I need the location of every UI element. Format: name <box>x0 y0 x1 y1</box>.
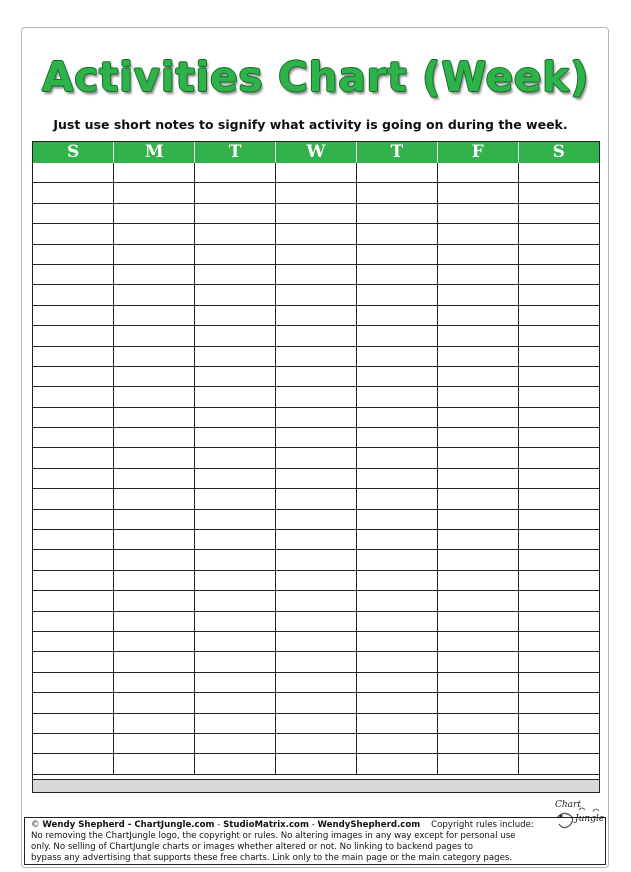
activity-cell[interactable] <box>195 224 276 244</box>
activity-table <box>33 142 599 775</box>
activity-cell[interactable] <box>33 591 114 611</box>
activity-cell[interactable] <box>518 407 599 427</box>
activity-cell[interactable] <box>437 305 518 325</box>
activity-cell[interactable] <box>518 244 599 264</box>
activity-cell[interactable] <box>356 366 437 386</box>
table-row <box>33 326 599 346</box>
activity-cell[interactable] <box>356 672 437 692</box>
activity-cell[interactable] <box>356 346 437 366</box>
activity-cell[interactable] <box>518 672 599 692</box>
activity-cell[interactable] <box>195 468 276 488</box>
activity-cell[interactable] <box>356 489 437 509</box>
activity-cell[interactable] <box>437 366 518 386</box>
footer-separator: - <box>214 820 224 830</box>
activity-cell[interactable] <box>33 183 114 203</box>
activity-cell[interactable] <box>33 693 114 713</box>
activity-cell[interactable] <box>276 448 357 468</box>
activity-cell[interactable] <box>518 183 599 203</box>
table-row <box>33 203 599 223</box>
activity-cell[interactable] <box>437 509 518 529</box>
activity-cell[interactable] <box>114 264 195 284</box>
activity-cell[interactable] <box>437 244 518 264</box>
copyright-symbol: © <box>31 820 40 830</box>
activity-cell[interactable] <box>195 448 276 468</box>
activity-cell[interactable] <box>195 326 276 346</box>
table-row <box>33 550 599 570</box>
activity-cell[interactable] <box>114 224 195 244</box>
activity-cell[interactable] <box>276 285 357 305</box>
activity-cell[interactable] <box>276 591 357 611</box>
activity-cell[interactable] <box>437 448 518 468</box>
activity-cell[interactable] <box>437 224 518 244</box>
activity-cell[interactable] <box>356 570 437 590</box>
activity-cell[interactable] <box>114 163 195 183</box>
activity-cell[interactable] <box>276 713 357 733</box>
activity-cell[interactable] <box>276 163 357 183</box>
activity-cell[interactable] <box>195 305 276 325</box>
activity-cell[interactable] <box>276 631 357 651</box>
footer-site: WendyShepherd.com <box>317 820 421 830</box>
activity-cell[interactable] <box>114 713 195 733</box>
activity-cell[interactable] <box>195 428 276 448</box>
footer-line-2: No removing the ChartJungle logo, the copyright or rules. No altering images in any way except for personal use <box>31 831 516 841</box>
table-row <box>33 428 599 448</box>
activity-cell[interactable] <box>356 631 437 651</box>
activity-cell[interactable] <box>195 346 276 366</box>
activity-cell[interactable] <box>518 611 599 631</box>
activity-cell[interactable] <box>33 631 114 651</box>
activity-cell[interactable] <box>195 285 276 305</box>
activity-cell[interactable] <box>33 468 114 488</box>
activity-cell[interactable] <box>437 652 518 672</box>
activity-cell[interactable] <box>276 428 357 448</box>
activity-cell[interactable] <box>276 652 357 672</box>
table-row <box>33 346 599 366</box>
activity-cell[interactable] <box>437 163 518 183</box>
activity-cell[interactable] <box>33 244 114 264</box>
activity-cell[interactable] <box>33 163 114 183</box>
activity-cell[interactable] <box>33 733 114 753</box>
table-row <box>33 407 599 427</box>
activity-cell[interactable] <box>356 428 437 448</box>
activity-cell[interactable] <box>518 285 599 305</box>
activity-cell[interactable] <box>33 285 114 305</box>
activity-cell[interactable] <box>195 366 276 386</box>
activity-cell[interactable] <box>195 652 276 672</box>
activity-cell[interactable] <box>518 733 599 753</box>
activity-cell[interactable] <box>114 591 195 611</box>
table-row <box>33 468 599 488</box>
activity-cell[interactable] <box>437 672 518 692</box>
activity-cell[interactable] <box>195 509 276 529</box>
activity-cell[interactable] <box>33 428 114 448</box>
activity-cell[interactable] <box>276 754 357 774</box>
activity-cell[interactable] <box>276 203 357 223</box>
day-header-row <box>33 142 599 163</box>
activity-cell[interactable] <box>356 407 437 427</box>
activity-cell[interactable] <box>518 754 599 774</box>
activity-cell[interactable] <box>437 713 518 733</box>
day-header-wednesday: W <box>276 142 357 163</box>
activity-cell[interactable] <box>195 244 276 264</box>
activity-cell[interactable] <box>276 530 357 550</box>
activity-cell[interactable] <box>518 591 599 611</box>
activity-cell[interactable] <box>114 407 195 427</box>
activity-cell[interactable] <box>276 244 357 264</box>
activity-cell[interactable] <box>114 366 195 386</box>
activity-cell[interactable] <box>437 550 518 570</box>
activity-cell[interactable] <box>276 570 357 590</box>
activity-cell[interactable] <box>33 264 114 284</box>
activity-cell[interactable] <box>195 713 276 733</box>
activity-cell[interactable] <box>195 693 276 713</box>
day-header-friday: F <box>437 142 518 163</box>
activity-cell[interactable] <box>114 326 195 346</box>
activity-cell[interactable] <box>195 591 276 611</box>
logo-text-chart: Chart <box>555 800 581 810</box>
activity-cell[interactable] <box>437 346 518 366</box>
activity-cell[interactable] <box>276 672 357 692</box>
activity-cell[interactable] <box>114 509 195 529</box>
activity-cell[interactable] <box>33 203 114 223</box>
activity-cell[interactable] <box>195 672 276 692</box>
activity-cell[interactable] <box>437 183 518 203</box>
activity-cell[interactable] <box>276 509 357 529</box>
activity-cell[interactable] <box>437 693 518 713</box>
activity-cell[interactable] <box>276 183 357 203</box>
table-row <box>33 509 599 529</box>
activity-cell[interactable] <box>518 346 599 366</box>
activity-cell[interactable] <box>356 203 437 223</box>
activity-cell[interactable] <box>195 754 276 774</box>
activity-cell[interactable] <box>195 530 276 550</box>
activity-cell[interactable] <box>437 570 518 590</box>
table-row <box>33 448 599 468</box>
activity-cell[interactable] <box>33 326 114 346</box>
activity-cell[interactable] <box>276 326 357 346</box>
day-header-tuesday: T <box>195 142 276 163</box>
activity-cell[interactable] <box>114 631 195 651</box>
footer-rules-intro: Copyright rules include: <box>431 820 534 830</box>
footer-line-3: only. No selling of ChartJungle charts or images whether altered or not. No linking to backend pages to <box>31 842 474 852</box>
day-header-monday: M <box>114 142 195 163</box>
table-row <box>33 652 599 672</box>
activity-cell[interactable] <box>356 754 437 774</box>
table-row <box>33 489 599 509</box>
activity-cell[interactable] <box>518 570 599 590</box>
activity-cell[interactable] <box>195 570 276 590</box>
activity-cell[interactable] <box>33 713 114 733</box>
activity-cell[interactable] <box>33 652 114 672</box>
activity-cell[interactable] <box>276 407 357 427</box>
table-row <box>33 591 599 611</box>
activity-cell[interactable] <box>114 672 195 692</box>
activity-cell[interactable] <box>356 285 437 305</box>
activity-cell[interactable] <box>33 530 114 550</box>
activity-cell[interactable] <box>33 366 114 386</box>
activity-cell[interactable] <box>114 754 195 774</box>
activity-cell[interactable] <box>518 530 599 550</box>
activity-cell[interactable] <box>114 468 195 488</box>
activity-cell[interactable] <box>518 631 599 651</box>
activity-cell[interactable] <box>33 550 114 570</box>
activity-cell[interactable] <box>33 509 114 529</box>
activity-cell[interactable] <box>33 489 114 509</box>
activity-cell[interactable] <box>356 264 437 284</box>
activity-cell[interactable] <box>114 489 195 509</box>
footer-separator: - <box>308 820 318 830</box>
activity-cell[interactable] <box>33 407 114 427</box>
activity-cell[interactable] <box>356 326 437 346</box>
day-header-saturday: S <box>518 142 599 163</box>
activity-cell[interactable] <box>356 611 437 631</box>
activity-cell[interactable] <box>437 468 518 488</box>
activity-cell[interactable] <box>437 754 518 774</box>
activity-cell[interactable] <box>356 468 437 488</box>
day-header-thursday: T <box>356 142 437 163</box>
activity-cell[interactable] <box>437 530 518 550</box>
activity-cell[interactable] <box>276 489 357 509</box>
activity-cell[interactable] <box>437 591 518 611</box>
table-row <box>33 224 599 244</box>
table-row <box>33 713 599 733</box>
page-title: Activities Chart (Week) <box>41 53 590 101</box>
activity-cell[interactable] <box>276 366 357 386</box>
activity-cell[interactable] <box>114 530 195 550</box>
activity-cell[interactable] <box>356 693 437 713</box>
activity-cell[interactable] <box>518 550 599 570</box>
activity-cell[interactable] <box>195 733 276 753</box>
activity-cell[interactable] <box>437 631 518 651</box>
activity-cell[interactable] <box>518 428 599 448</box>
activity-cell[interactable] <box>518 305 599 325</box>
activity-cell[interactable] <box>518 489 599 509</box>
footer-author: Wendy Shepherd - ChartJungle.com <box>42 820 215 830</box>
activity-cell[interactable] <box>356 163 437 183</box>
table-row <box>33 163 599 183</box>
activity-cell[interactable] <box>518 163 599 183</box>
activity-cell[interactable] <box>195 489 276 509</box>
activity-cell[interactable] <box>356 733 437 753</box>
activity-cell[interactable] <box>195 407 276 427</box>
table-row <box>33 611 599 631</box>
activity-cell[interactable] <box>195 163 276 183</box>
activity-cell[interactable] <box>356 244 437 264</box>
activity-cell[interactable] <box>33 611 114 631</box>
activity-cell[interactable] <box>437 387 518 407</box>
activity-cell[interactable] <box>114 285 195 305</box>
table-row <box>33 183 599 203</box>
activity-cell[interactable] <box>114 183 195 203</box>
activity-cell[interactable] <box>437 428 518 448</box>
activity-cell[interactable] <box>518 387 599 407</box>
activity-cell[interactable] <box>518 468 599 488</box>
activity-cell[interactable] <box>114 570 195 590</box>
activity-cell[interactable] <box>195 611 276 631</box>
activity-cell[interactable] <box>114 733 195 753</box>
activity-cell[interactable] <box>437 611 518 631</box>
activity-cell[interactable] <box>437 407 518 427</box>
activity-cell[interactable] <box>276 346 357 366</box>
table-row <box>33 693 599 713</box>
table-row <box>33 530 599 550</box>
activity-cell[interactable] <box>356 530 437 550</box>
copyright-footer <box>24 817 606 865</box>
table-row <box>33 264 599 284</box>
activity-cell[interactable] <box>114 203 195 223</box>
activity-cell[interactable] <box>356 448 437 468</box>
activity-cell[interactable] <box>356 550 437 570</box>
activity-cell[interactable] <box>276 264 357 284</box>
footer-studio: StudioMatrix.com <box>223 820 309 830</box>
activity-cell[interactable] <box>518 326 599 346</box>
table-row <box>33 305 599 325</box>
activity-cell[interactable] <box>114 244 195 264</box>
activity-cell[interactable] <box>276 550 357 570</box>
table-row <box>33 285 599 305</box>
activity-cell[interactable] <box>356 183 437 203</box>
activity-cell[interactable] <box>437 285 518 305</box>
activity-cell[interactable] <box>276 693 357 713</box>
activity-cell[interactable] <box>518 713 599 733</box>
activity-cell[interactable] <box>518 264 599 284</box>
bottom-grey-bar <box>33 779 599 792</box>
page-subtitle: Just use short notes to signify what activity is going on during the week. <box>53 117 568 132</box>
activity-cell[interactable] <box>518 509 599 529</box>
table-row <box>33 366 599 386</box>
activity-cell[interactable] <box>356 652 437 672</box>
footer-line-4: bypass any advertising that supports these free charts. Link only to the main page or the main category pages. <box>31 853 513 863</box>
activity-cell[interactable] <box>437 489 518 509</box>
logo-text-jungle: Jungle <box>575 814 605 824</box>
activity-cell[interactable] <box>276 733 357 753</box>
activity-cell[interactable] <box>195 183 276 203</box>
activity-cell[interactable] <box>437 326 518 346</box>
activity-cell[interactable] <box>195 203 276 223</box>
activity-cell[interactable] <box>114 387 195 407</box>
weekly-activity-grid <box>32 141 600 793</box>
activity-cell[interactable] <box>437 264 518 284</box>
activity-cell[interactable] <box>195 264 276 284</box>
activity-cell[interactable] <box>114 652 195 672</box>
activity-cell[interactable] <box>195 550 276 570</box>
activity-cell[interactable] <box>518 224 599 244</box>
activity-cell[interactable] <box>276 224 357 244</box>
table-row <box>33 631 599 651</box>
activity-cell[interactable] <box>195 387 276 407</box>
activity-cell[interactable] <box>276 387 357 407</box>
activity-cell[interactable] <box>33 448 114 468</box>
table-row <box>33 244 599 264</box>
activity-cell[interactable] <box>114 428 195 448</box>
activity-cell[interactable] <box>33 346 114 366</box>
activity-cell[interactable] <box>518 366 599 386</box>
activity-cell[interactable] <box>518 652 599 672</box>
activity-cell[interactable] <box>33 305 114 325</box>
activity-cell[interactable] <box>195 631 276 651</box>
activity-cell[interactable] <box>356 713 437 733</box>
activity-cell[interactable] <box>114 693 195 713</box>
activity-cell[interactable] <box>33 570 114 590</box>
activity-cell[interactable] <box>33 387 114 407</box>
table-row <box>33 570 599 590</box>
activity-cell[interactable] <box>518 203 599 223</box>
activity-cell[interactable] <box>437 733 518 753</box>
activity-cell[interactable] <box>437 203 518 223</box>
activity-cell[interactable] <box>518 448 599 468</box>
table-row <box>33 754 599 774</box>
table-row <box>33 387 599 407</box>
activity-cell[interactable] <box>276 305 357 325</box>
activity-cell[interactable] <box>276 468 357 488</box>
activity-cell[interactable] <box>356 224 437 244</box>
activity-cell[interactable] <box>114 346 195 366</box>
day-header-sunday: S <box>33 142 114 163</box>
activity-cell[interactable] <box>356 387 437 407</box>
footer-line-1 <box>31 820 600 831</box>
activity-cell[interactable] <box>114 550 195 570</box>
activity-cell[interactable] <box>114 448 195 468</box>
activity-cell[interactable] <box>33 754 114 774</box>
activity-cell[interactable] <box>356 509 437 529</box>
table-row <box>33 733 599 753</box>
activity-cell[interactable] <box>518 693 599 713</box>
activity-cell[interactable] <box>114 305 195 325</box>
activity-cell[interactable] <box>356 591 437 611</box>
activity-cell[interactable] <box>114 611 195 631</box>
activity-cell[interactable] <box>33 672 114 692</box>
activity-cell[interactable] <box>356 305 437 325</box>
activity-rows <box>33 163 599 774</box>
activity-cell[interactable] <box>276 611 357 631</box>
activity-cell[interactable] <box>33 224 114 244</box>
table-row <box>33 672 599 692</box>
